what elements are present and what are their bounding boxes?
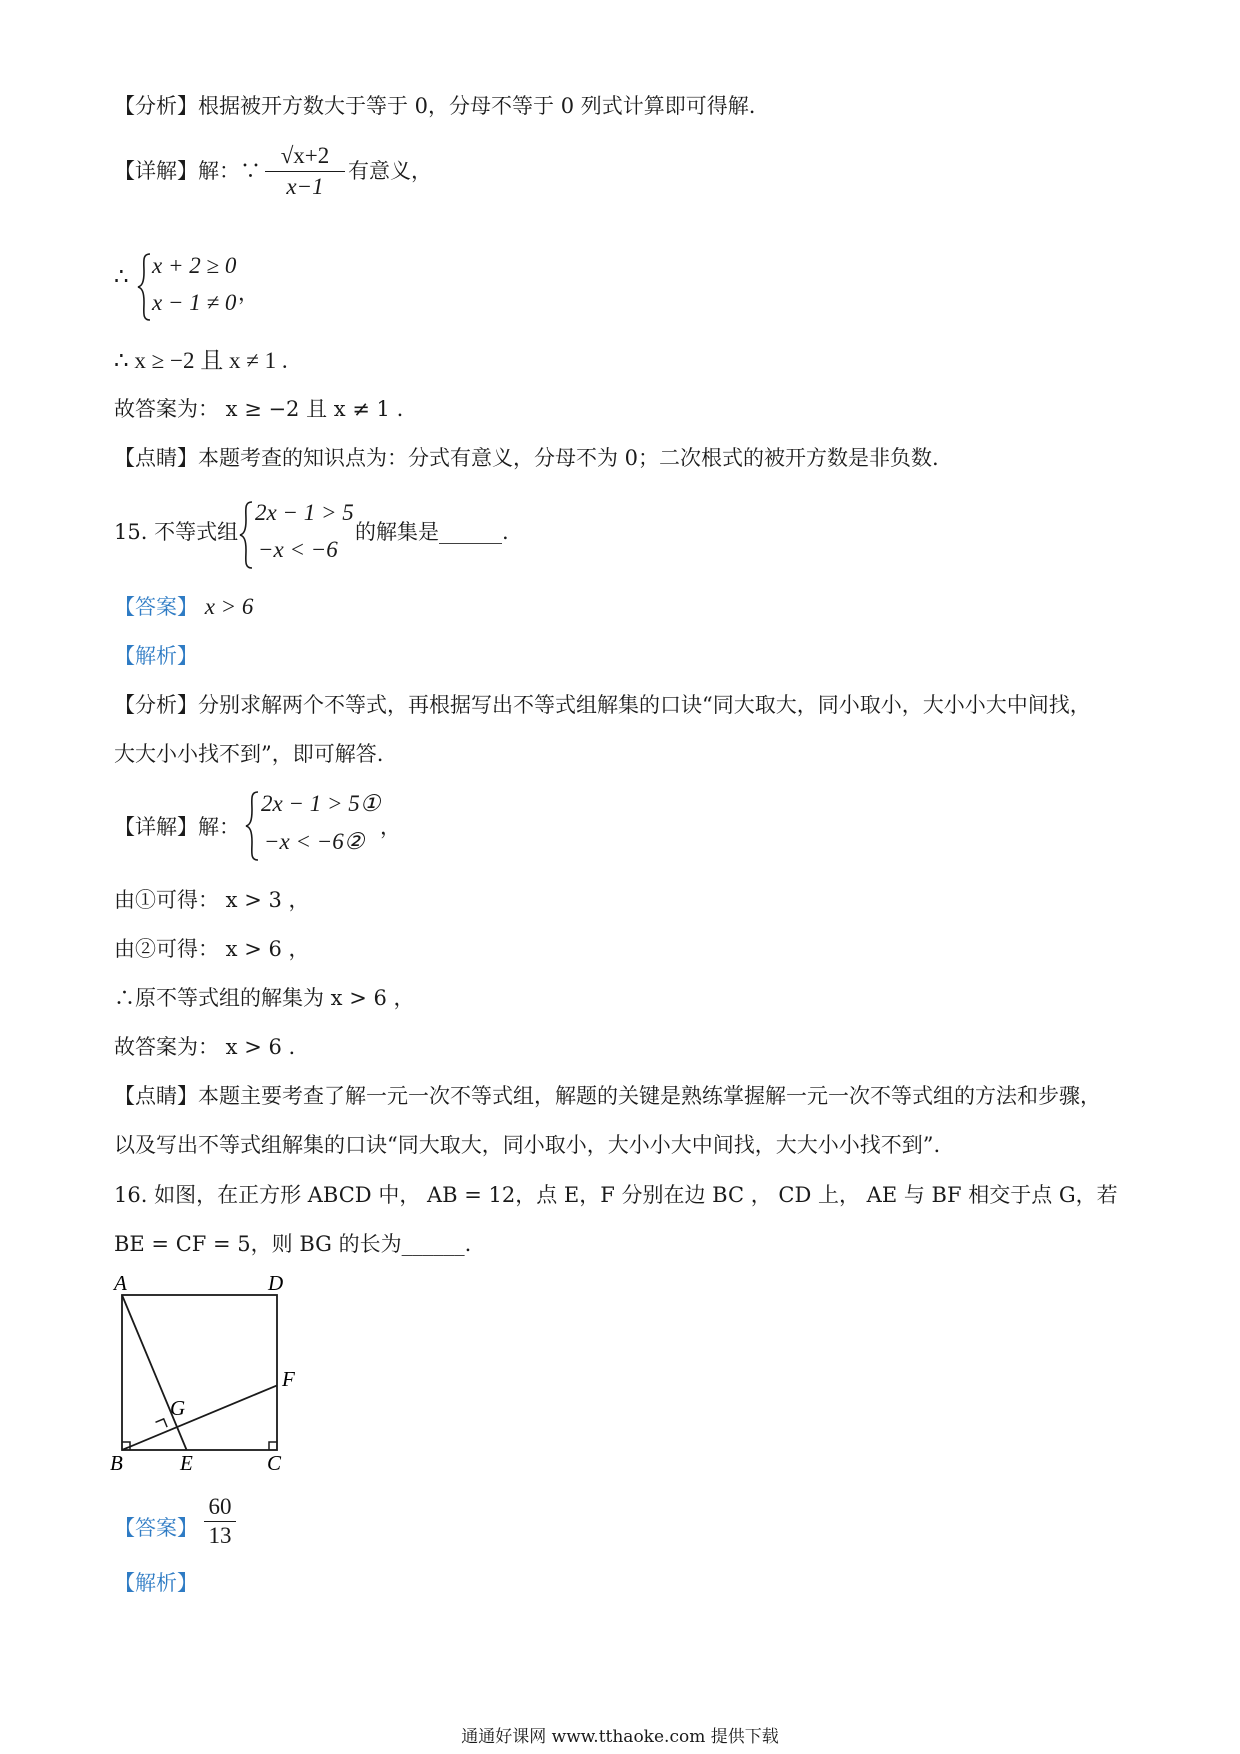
- q15-analysis-line-2: 大大小小找不到”，即可解答.: [114, 742, 384, 766]
- square-abcd: [122, 1295, 277, 1450]
- jiexi-tag: 【解析】: [114, 644, 198, 668]
- point-paragraph: [114, 443, 939, 473]
- q16-line-2: BE = CF = 5，则 BG 的长为______.: [114, 1232, 472, 1256]
- segment-bf: [122, 1385, 277, 1450]
- q15-system-row-1: 2x − 1 > 5: [255, 500, 354, 525]
- right-angle-g: [156, 1419, 168, 1427]
- q15-final: 故答案为： x > 6 .: [114, 1035, 296, 1059]
- right-angle-c: [269, 1442, 277, 1450]
- q15-detail-row-1: 2x − 1 > 5①: [261, 791, 381, 816]
- answer-paragraph: [114, 592, 253, 622]
- q15-analysis-text-1: 分别求解两个不等式，再根据写出不等式组解集的口诀“同大取大，同小取小，大小小大中间找，: [198, 693, 1091, 717]
- square-figure: [110, 1274, 310, 1484]
- q15-point-line-2: 以及写出不等式组解集的口诀“同大取大，同小取小，大小小大中间找，大大小小找不到”.: [114, 1133, 941, 1157]
- detail-suffix: 有意义，: [348, 159, 432, 183]
- fraction-numerator: √x+2: [265, 143, 345, 172]
- answer-line: 故答案为： x ≥ −2 且 x ≠ 1 .: [114, 397, 404, 421]
- analysis-paragraph: [114, 91, 755, 121]
- q15-system-row-2: −x < −6: [258, 537, 338, 562]
- therefore-symbol: ∴: [114, 264, 129, 290]
- result-line: ∴ x ≥ −2 且 x ≠ 1 .: [114, 348, 288, 373]
- q16-answer-tag-text: 【答案】: [114, 1516, 198, 1540]
- q15-point-line-1: [114, 1081, 1101, 1111]
- q15-point-tag: 【点睛】: [114, 1084, 198, 1108]
- point-text: 本题考查的知识点为：分式有意义，分母不为 0；二次根式的被开方数是非负数.: [198, 446, 939, 470]
- q15-analysis-line-1: [114, 690, 1091, 720]
- label-a: A: [114, 1274, 127, 1295]
- q15-detail-brace: [244, 790, 260, 862]
- question-15-prefix: [114, 517, 238, 547]
- q15-analysis-tag: 【分析】: [114, 693, 198, 717]
- q15-detail-tag: 【详解】: [114, 815, 198, 839]
- label-b: B: [110, 1451, 123, 1475]
- q15-step-1: 由①可得： x > 3 ，: [114, 888, 310, 912]
- label-f: F: [282, 1367, 295, 1391]
- fraction-denominator: x−1: [286, 174, 324, 199]
- footer-source: 通通好课网 www.tthaoke.com 提供下载: [461, 1727, 779, 1747]
- q16-answer-fraction: [204, 1494, 236, 1549]
- detail-tag: 【详解】: [114, 159, 198, 183]
- q15-step-2: 由②可得： x > 6 ，: [114, 937, 310, 961]
- answer-value: x > 6: [204, 594, 254, 619]
- q16-jiexi-tag: 【解析】: [114, 1571, 198, 1595]
- point-tag: 【点睛】: [114, 446, 198, 470]
- label-g: G: [170, 1396, 186, 1420]
- fraction-expression: [265, 143, 345, 200]
- label-d: D: [268, 1274, 284, 1295]
- q15-detail: [114, 812, 240, 842]
- question-suffix: 的解集是______.: [355, 520, 509, 544]
- system-comma: ，: [238, 281, 259, 305]
- detail-prefix: 解：∵: [198, 159, 261, 183]
- label-c: C: [267, 1451, 282, 1475]
- system-row-2: x − 1 ≠ 0: [152, 290, 237, 315]
- label-e: E: [180, 1451, 193, 1475]
- q15-system-brace: [238, 500, 254, 570]
- system-row-1: x + 2 ≥ 0: [152, 253, 237, 278]
- q15-point-text-1: 本题主要考查了解一元一次不等式组，解题的关键是熟练掌握解一元一次不等式组的方法和步骤，: [198, 1084, 1101, 1108]
- q15-detail-row-2: −x < −6②: [264, 829, 365, 854]
- q16-line-1: 16. 如图，在正方形 ABCD 中， AB = 12，点 E，F 分别在边 BC ， CD 上， AE 与 BF 相交于点 G，若: [114, 1183, 1118, 1207]
- question-prefix: 不等式组: [154, 520, 239, 544]
- q15-detail-comma: ，: [380, 815, 401, 839]
- q16-answer-denominator: 13: [208, 1523, 232, 1548]
- system-brace: [136, 252, 152, 322]
- analysis-text: 根据被开方数大于等于 0，分母不等于 0 列式计算即可得解.: [198, 94, 756, 118]
- q15-step-3: ∴原不等式组的解集为 x > 6 ，: [114, 986, 415, 1010]
- answer-tag: 【答案】: [114, 595, 198, 619]
- detail-paragraph: [114, 156, 261, 186]
- question-number: 15.: [114, 520, 148, 544]
- analysis-tag: 【分析】: [114, 94, 198, 118]
- q15-detail-prefix: 解：: [198, 815, 240, 839]
- q16-answer-tag: [114, 1513, 198, 1543]
- q16-answer-numerator: 60: [204, 1494, 236, 1522]
